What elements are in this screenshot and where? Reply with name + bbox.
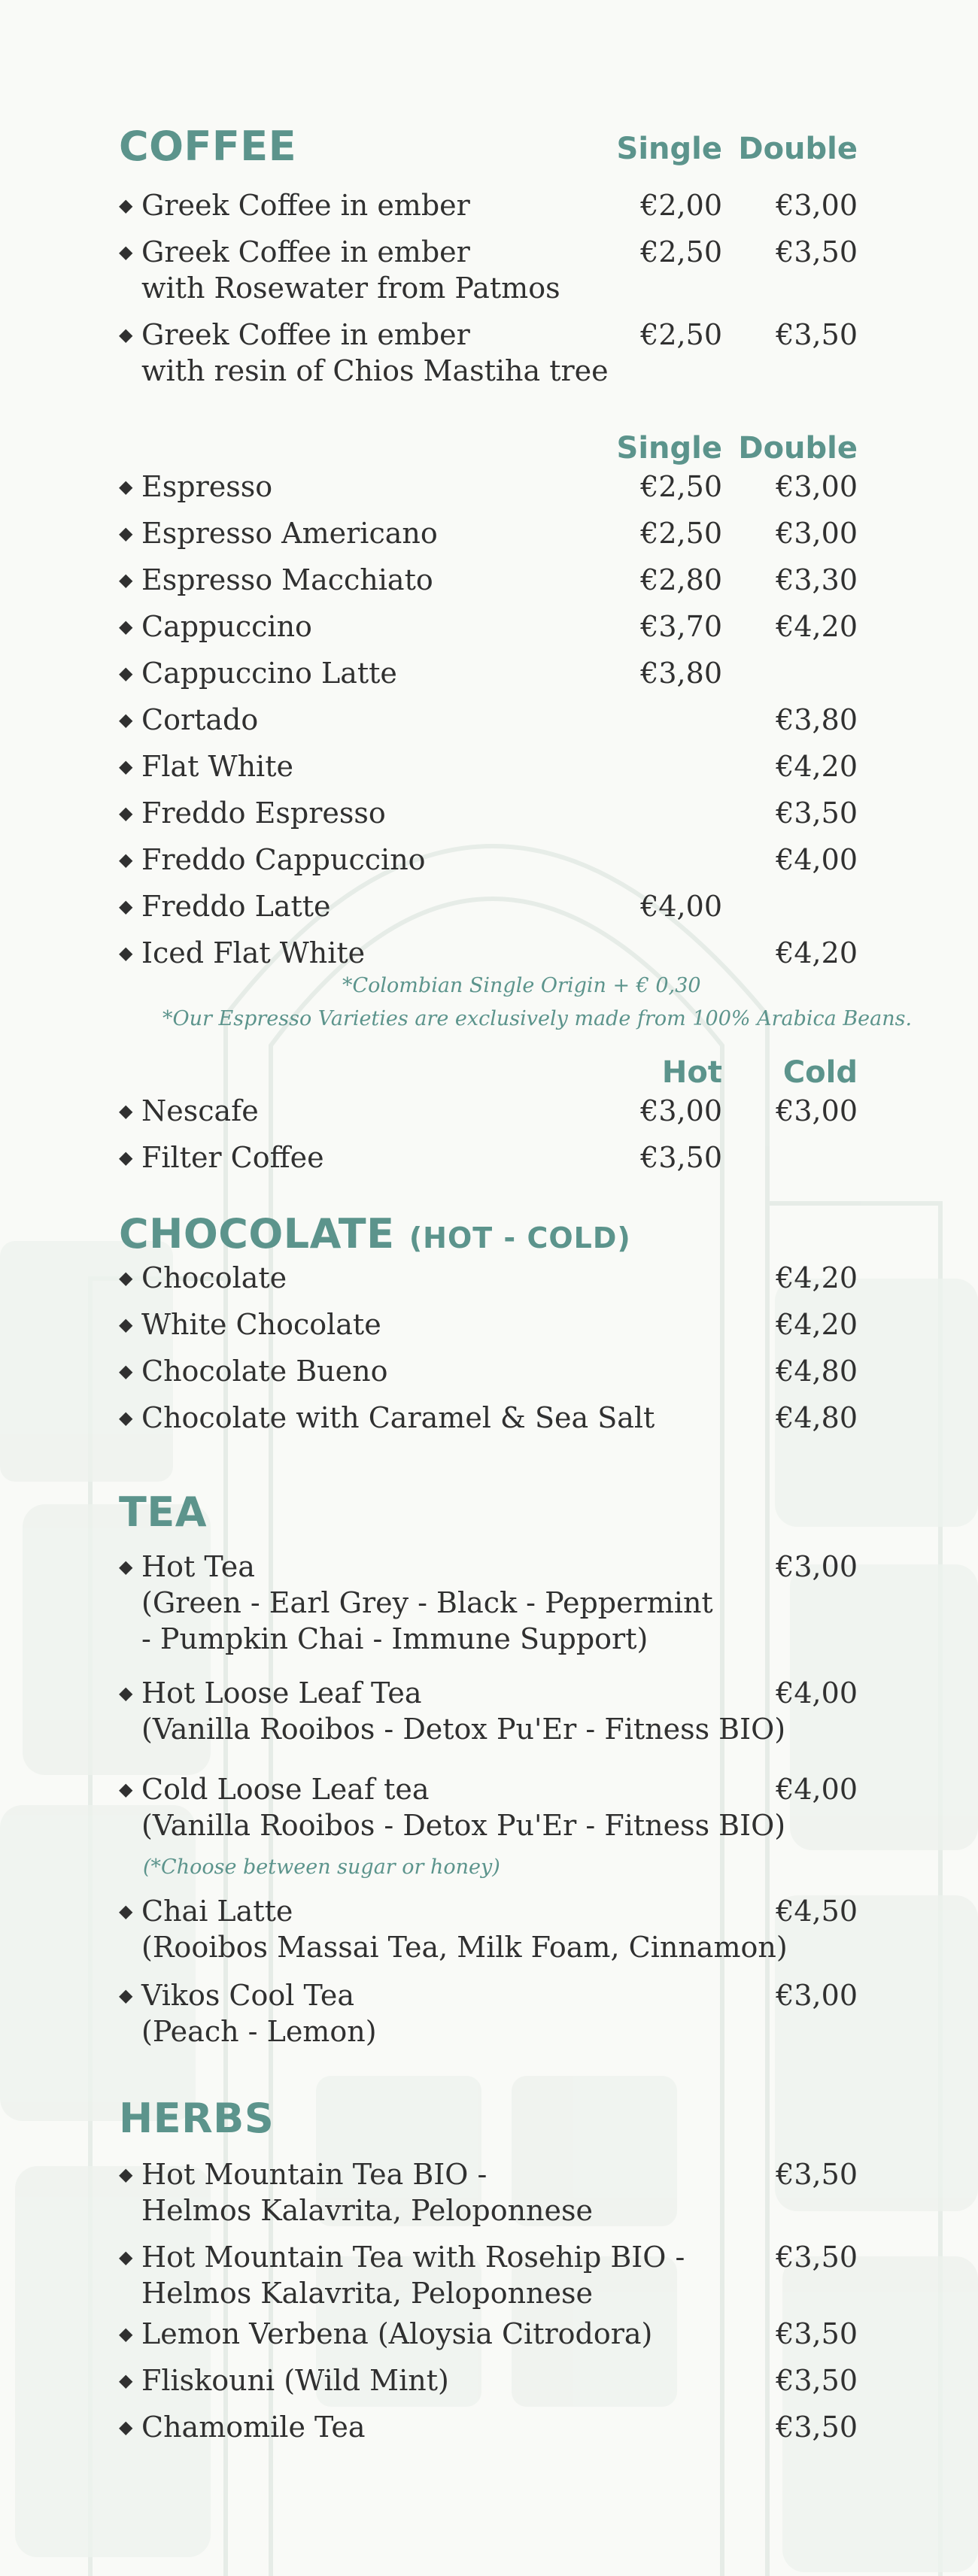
diamond-bullet-icon: ◆ <box>119 803 133 824</box>
diamond-bullet-icon: ◆ <box>119 2164 133 2185</box>
diamond-bullet-icon: ◆ <box>119 1361 133 1382</box>
price-double: €3,80 <box>776 703 858 736</box>
diamond-bullet-icon: ◆ <box>119 1314 133 1335</box>
price: €3,00 <box>776 1550 858 1583</box>
instant-hot-header: Hot <box>661 1055 722 1090</box>
diamond-bullet-icon: ◆ <box>119 2323 133 2344</box>
diamond-bullet-icon: ◆ <box>119 324 133 345</box>
arabica-note: *Our Espresso Varieties are exclusively made from 100% Arabica Beans. <box>162 1007 913 1030</box>
price: €4,20 <box>776 1308 858 1341</box>
price: €4,80 <box>776 1355 858 1388</box>
greek-single-header: Single <box>616 132 722 166</box>
price-cold: €3,00 <box>776 1094 858 1127</box>
diamond-bullet-icon: ◆ <box>119 896 133 917</box>
espresso-double-header: Double <box>738 431 858 466</box>
diamond-bullet-icon: ◆ <box>119 2247 133 2268</box>
price: €3,50 <box>776 2241 858 2274</box>
price: €4,00 <box>776 1773 858 1806</box>
price-double: €3,00 <box>776 470 858 503</box>
diamond-bullet-icon: ◆ <box>119 709 133 730</box>
diamond-bullet-icon: ◆ <box>119 1407 133 1428</box>
price: €3,50 <box>776 2158 858 2191</box>
diamond-bullet-icon: ◆ <box>119 1779 133 1800</box>
diamond-bullet-icon: ◆ <box>119 195 133 216</box>
price-hot: €3,00 <box>640 1094 722 1127</box>
price-single: €3,80 <box>640 657 722 690</box>
price-double: €3,50 <box>776 318 858 351</box>
price: €4,00 <box>776 1676 858 1710</box>
diamond-bullet-icon: ◆ <box>119 2417 133 2438</box>
price-double: €4,20 <box>776 936 858 969</box>
price-double: €4,00 <box>776 843 858 876</box>
diamond-bullet-icon: ◆ <box>119 241 133 262</box>
price-hot: €3,50 <box>640 1141 722 1174</box>
diamond-bullet-icon: ◆ <box>119 1682 133 1704</box>
instant-cold-header: Cold <box>782 1055 858 1090</box>
price-double: €3,30 <box>776 563 858 596</box>
price-single: €2,50 <box>640 235 722 269</box>
price: €4,20 <box>776 1261 858 1294</box>
price-double: €3,00 <box>776 189 858 222</box>
diamond-bullet-icon: ◆ <box>119 1147 133 1168</box>
chocolate-subtitle: (HOT - COLD) <box>409 1221 631 1255</box>
diamond-bullet-icon: ◆ <box>119 663 133 684</box>
diamond-bullet-icon: ◆ <box>119 756 133 777</box>
price: €3,50 <box>776 2317 858 2350</box>
sugar-honey-note: (*Choose between sugar or honey) <box>143 1855 500 1879</box>
colombian-note: *Colombian Single Origin + € 0,30 <box>342 974 701 997</box>
diamond-bullet-icon: ◆ <box>119 523 133 544</box>
diamond-bullet-icon: ◆ <box>119 616 133 637</box>
price-single: €2,50 <box>640 318 722 351</box>
price-double: €3,00 <box>776 517 858 550</box>
price-double: €4,20 <box>776 750 858 783</box>
chocolate-title: CHOCOLATE (HOT - COLD) <box>119 1210 631 1258</box>
diamond-bullet-icon: ◆ <box>119 1556 133 1577</box>
diamond-bullet-icon: ◆ <box>119 2370 133 2391</box>
price-single: €3,70 <box>640 610 722 643</box>
price-single: €4,00 <box>640 890 722 923</box>
tea-title: TEA <box>119 1488 208 1536</box>
diamond-bullet-icon: ◆ <box>119 1901 133 1922</box>
diamond-bullet-icon: ◆ <box>119 1985 133 2006</box>
diamond-bullet-icon: ◆ <box>119 849 133 870</box>
price-single: €2,00 <box>640 189 722 222</box>
diamond-bullet-icon: ◆ <box>119 569 133 590</box>
price-single: €2,80 <box>640 563 722 596</box>
price: €3,00 <box>776 1979 858 2012</box>
price: €4,80 <box>776 1401 858 1434</box>
price-double: €4,20 <box>776 610 858 643</box>
price: €4,50 <box>776 1895 858 1928</box>
price: €3,50 <box>776 2411 858 2444</box>
espresso-single-header: Single <box>616 431 722 466</box>
price: €3,50 <box>776 2364 858 2397</box>
coffee-title: COFFEE <box>119 123 297 170</box>
price-single: €2,50 <box>640 517 722 550</box>
price-single: €2,50 <box>640 470 722 503</box>
greek-double-header: Double <box>738 132 858 166</box>
price-double: €3,50 <box>776 796 858 830</box>
diamond-bullet-icon: ◆ <box>119 476 133 497</box>
herbs-title: HERBS <box>119 2095 275 2142</box>
price-double: €3,50 <box>776 235 858 269</box>
diamond-bullet-icon: ◆ <box>119 1100 133 1121</box>
diamond-bullet-icon: ◆ <box>119 942 133 963</box>
diamond-bullet-icon: ◆ <box>119 1267 133 1288</box>
